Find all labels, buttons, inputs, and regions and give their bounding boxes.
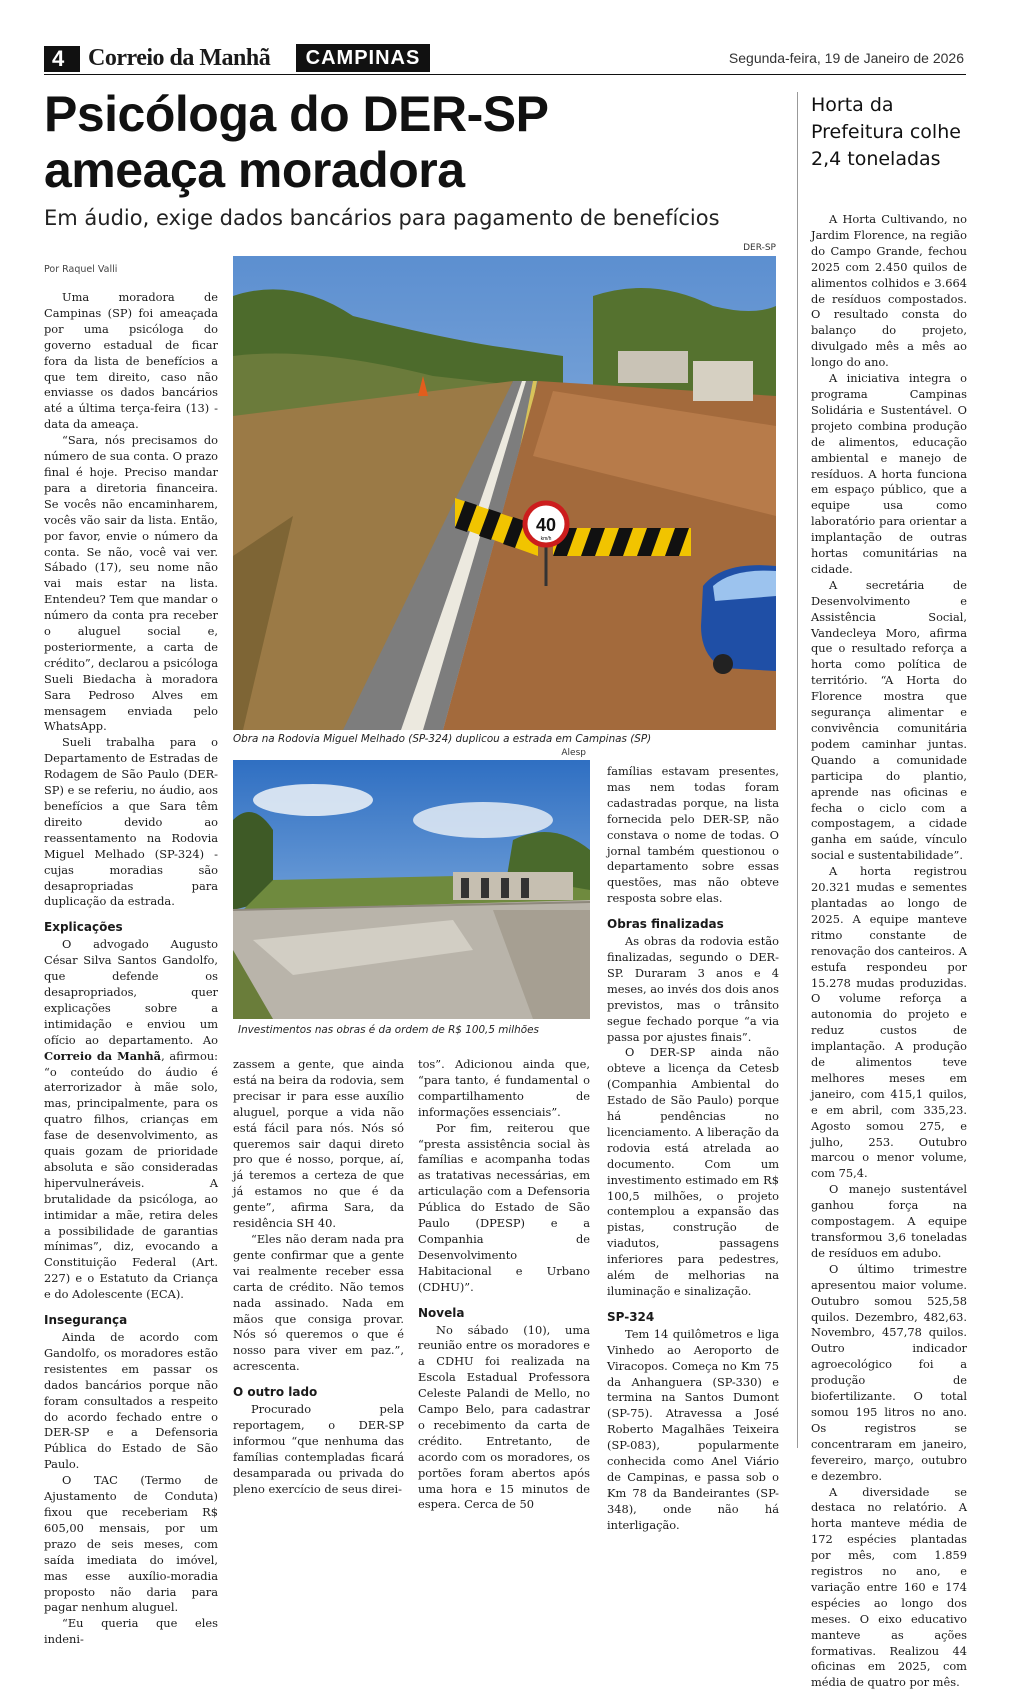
subheading-outro-lado: O outro lado — [233, 1385, 404, 1401]
subheading-sp-324: SP-324 — [607, 1310, 779, 1326]
paragraph: O último trimestre apresentou maior volume. Outubro somou 525,58 quilos. Dezembro, 482,63. Novembro, 457,78 quilos. Outro indicador agroecológico foi a produção de biofertilizante. O total somou 195 litros no ano. Os registros se concentraram em janeiro, fevereiro, março, outubro e dezembro. — [811, 1262, 967, 1485]
finished-works-photo — [233, 760, 590, 1019]
speed-limit-unit: km/h — [541, 536, 552, 542]
paragraph: Uma moradora de Campinas (SP) foi ameaçada por uma psicóloga do governo estadual de ficar fora da lista de benefícios a que tem direito, caso não enviasse os dados bancários até a última terça-feira (13) - data da ameaça. — [44, 290, 218, 433]
paragraph: “Sara, nós precisamos do número de sua conta. O prazo final é hoje. Preciso mandar para a diretoria financeira. Se vocês não encaminharem, vocês vão sair da lista. Então, por favor, envie o número da conta. Se não, você vai ver. Sábado (17), seu nome não vai mais estar na lista. Entendeu? Tem que mandar o número da conta pra receber o aluguel social e, posteriormente, a carta de crédito”, declarou a psicóloga Sueli Biedacha à moradora Sara Pedroso Alves em mensagem enviada pelo WhatsApp. — [44, 433, 218, 735]
paragraph — [44, 937, 218, 1303]
subheading-inseguranca: Insegurança — [44, 1313, 218, 1329]
paragraph: “Eu queria que eles indeni- — [44, 1616, 218, 1648]
byline: Por Raquel Valli — [44, 264, 117, 275]
subheading-novela: Novela — [418, 1306, 590, 1322]
newspaper-logo: Correio da Manhã — [88, 45, 270, 72]
paragraph: O DER-SP ainda não obteve a licença da Cetesb (Companhia Ambiental do Estado de São Paulo) porque há pendências no licenciamento. A liberação da rodovia está atrelada ao documento. Com um investimento estimado em R$ 100,5 milhões, o projeto contemplou a expansão das pistas, construção de viadutos, passagens inferiores para pedestres, além de melhorias na iluminação e sinalização. — [607, 1045, 779, 1300]
sidebar-title: Horta da Prefeitura colhe 2,4 toneladas — [811, 92, 971, 173]
section-label: CAMPINAS — [296, 44, 430, 72]
road-works-photo — [233, 256, 776, 730]
header-divider — [44, 74, 966, 75]
paragraph: O TAC (Termo de Ajustamento de Conduta) fixou que receberiam R$ 605,00 mensais, por um prazo de seis meses, com saída imediata do imóvel, mas esse auxílio-moradia proposto não daria para pagar nenhum aluguel. — [44, 1473, 218, 1616]
paragraph: A diversidade se destaca no relatório. A horta manteve média de 172 espécies plantadas por mês, com 1.859 registros no ano, e variação entre 160 e 174 espécies ao longo dos meses. O eixo educativo manteve as ações formativas. Realizou 44 oficinas em 2025, com média de quatro por mês. — [811, 1485, 967, 1691]
text-run: O advogado Augusto César Silva Santos Gandolfo, que defende os desapropriados, quer explicações sobre a intimidação e enviou um ofício ao departamento. Ao — [44, 937, 218, 1046]
paragraph: Por fim, reiterou que “presta assistência social às famílias e acompanha todas as tratativas necessárias, em articulação com a Defensoria Pública do Estado de São Paulo (DPESP) e a Companhia de Desenvolvimento Habitacional e Urbano (CDHU)”. — [418, 1121, 590, 1296]
paragraph: Procurado pela reportagem, o DER-SP informou “que nenhuma das famílias contempladas ficará desamparada ou privada do pleno exercício de seus direi- — [233, 1402, 404, 1497]
paragraph: famílias estavam presentes, mas nem todas foram cadastradas porque, na lista fornecida pelo DER-SP, não constava o nome de todas. O jornal também questionou o departamento sobre essas questões, mas não obteve resposta sobre elas. — [607, 764, 779, 907]
paragraph: A horta registrou 20.321 mudas e sementes plantadas ao longo de 2025. A equipe manteve ritmo constante de renovação dos canteiros. A estufa respondeu por 15.278 mudas produzidas. O volume reforça a autonomia do projeto e reduz custos de implantação. A produção de alimentos teve melhores meses em janeiro, com 415,1 quilos, e em abril, com 335,23. Agosto somou 275, e julho, 253. Outubro marcou o menor volume, com 75,4. — [811, 864, 967, 1182]
article-column-4 — [607, 764, 779, 1534]
blue-car — [701, 565, 776, 674]
headline-line-2: ameaça moradora — [44, 142, 465, 198]
paragraph: A iniciativa integra o programa Campinas Solidária e Sustentável. O projeto combina produção de alimentos, educação ambiental e manejo de resíduos. A horta funciona em espaço público, que a equipe usa como laboratório para orientar a implantação de outras hortas comunitárias na cidade. — [811, 371, 967, 578]
paragraph: Sueli trabalha para o Departamento de Estradas de Rodagem de São Paulo (DER-SP) e se referiu, no áudio, aos benefícios a que Sara têm direito devido ao reassentamento na Rodovia Miguel Melhado (SP-324) - cujas moradias são desapropriadas para duplicação da estrada. — [44, 735, 218, 910]
paragraph: “Eles não deram nada pra gente confirmar que a gente vai realmente receber essa carta de crédito. Não temos nada assinado. Nada em mãos que consiga provar. Nós só queremos o que é nosso para viver em paz.”, acrescenta. — [233, 1232, 404, 1375]
article-column-1 — [44, 290, 218, 1648]
paragraph: A secretária de Desenvolvimento e Assistência Social, Vandecleya Moro, afirma que o resultado reforça a horta como política de território. “A Horta do Florence mostra que segurança alimentar e convivência comunitária podem caminhar juntas. Quando a comunidade participa do plantio, aprende nas oficinas e fecha o ciclo com a compostagem, a cidade ganha em saúde, vínculo social e sustentabilidade”. — [811, 578, 967, 864]
text-run: , afirmou: “o conteúdo do áudio é aterrorizador à mãe solo, mas, principalmente, para os quatro filhos, crianças em fase de desenvolvimento, as quais gozam de prioridade absoluta e são consideradas hipervulneráveis. A brutalidade da psicóloga, ao intimidar a mãe, retira deles a possibilidade de garantias mínimas”, diz, evocando a Constituição Federal (Art. 227) e o Estatuto da Criança e do Adolescente (ECA). — [44, 1049, 218, 1302]
sidebar-body — [811, 212, 967, 1691]
subheadline: Em áudio, exige dados bancários para pagamento de benefícios — [44, 206, 784, 230]
photo-credit-2: Alesp — [561, 748, 586, 758]
photo-credit: DER-SP — [743, 243, 776, 253]
newspaper-name: Correio da Manhã — [44, 1049, 161, 1063]
paragraph: tos”. Adicionou ainda que, “para tanto, é fundamental o compartilhamento de informações essenciais”. — [418, 1057, 590, 1121]
headline-line-1: Psicóloga do DER-SP — [44, 86, 548, 142]
page-number: 4 — [44, 46, 80, 72]
subheading-explicacoes: Explicações — [44, 920, 218, 936]
photo-caption-1: Obra na Rodovia Miguel Melhado (SP-324) duplicou a estrada em Campinas (SP) — [233, 733, 778, 745]
sidebar-divider — [797, 92, 798, 1448]
issue-date: Segunda-feira, 19 de Janeiro de 2026 — [729, 50, 964, 66]
photo-caption-2: Investimentos nas obras é da ordem de R$ 100,5 milhões — [238, 1024, 598, 1036]
subheading-obras-finalizadas: Obras finalizadas — [607, 917, 779, 933]
article-column-2 — [233, 1057, 404, 1497]
paragraph: No sábado (10), uma reunião entre os moradores e a CDHU foi realizada na Escola Estadual Professora Celeste Palandi de Mello, no Campo Belo, para cadastrar o recebimento da carta de crédito. Entretanto, de acordo com os moradores, os portões foram abertos após uma hora e 15 minutos de espera. Cerca de 50 — [418, 1323, 590, 1514]
paragraph: As obras da rodovia estão finalizadas, segundo o DER-SP. Duraram 3 anos e 4 meses, ao invés dos dois anos previstos, mas o trânsito segue fechado porque “a via passa por ajustes finais”. — [607, 934, 779, 1045]
article-column-3 — [418, 1057, 590, 1513]
paragraph: Tem 14 quilômetros e liga Vinhedo ao Aeroporto de Viracopos. Começa no Km 75 da Anhanguera (SP-330) e termina na Santos Dumont (SP-75). Atravessa a José Roberto Magalhães Teixeira (SP-083), popularmente conhecida como Anel Viário de Campinas, e passa sob o Km 78 da Bandeirantes (SP-348), onde não há interligação. — [607, 1327, 779, 1534]
paragraph: zassem a gente, que ainda está na beira da rodovia, sem precisar ir para esse auxílio aluguel, porque a vida não está fácil para nós. Nós só queremos sair daqui direto pro que é nosso, porque, aí, já teremos a certeza de que já estamos no que é da gente”, afirma Sara, da residência SH 40. — [233, 1057, 404, 1232]
speed-limit-value: 40 — [536, 515, 556, 535]
paragraph: O manejo sustentável ganhou força na compostagem. A equipe transformou 3,6 toneladas de resíduos em adubo. — [811, 1182, 967, 1262]
paragraph: Ainda de acordo com Gandolfo, os moradores estão resistentes em passar os dados bancários porque não foram consultados a respeito do acordo fechado entre o DER-SP e a Defensoria Pública do Estado de São Paulo. — [44, 1330, 218, 1473]
headline — [44, 86, 784, 198]
paragraph: A Horta Cultivando, no Jardim Florence, na região do Campo Grande, fechou 2025 com 2.450 quilos de alimentos colhidos e 3.664 de resíduos compostados. O resultado consta do balanço do projeto, divulgado mês a mês ao longo do ano. — [811, 212, 967, 371]
